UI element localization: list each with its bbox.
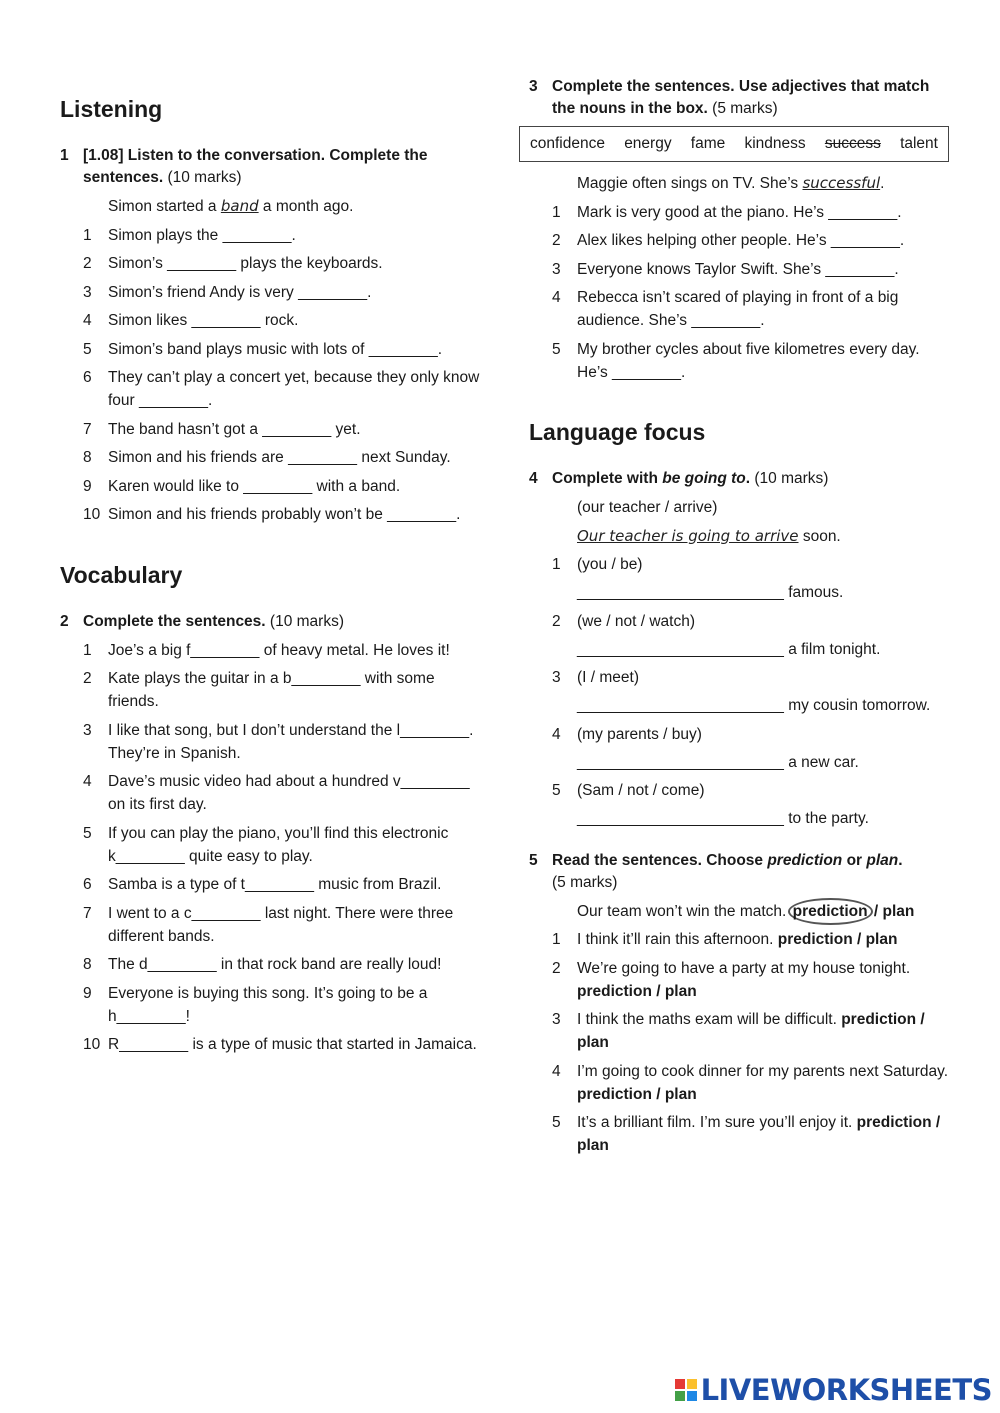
item-number: 1 — [552, 203, 561, 221]
list-item — [529, 723, 949, 774]
q5-instr-post: . — [898, 851, 903, 869]
list-item — [529, 1008, 949, 1054]
box-word: talent — [900, 135, 938, 152]
list-item — [60, 418, 480, 441]
list-item — [60, 309, 480, 332]
list-item — [60, 667, 480, 713]
item-number: 4 — [552, 725, 561, 743]
item-number: 8 — [83, 449, 92, 466]
vocabulary-heading: Vocabulary — [60, 561, 183, 588]
list-item — [529, 666, 949, 717]
prediction-plan-choice: prediction / plan — [577, 1011, 925, 1051]
box-word: confidence — [530, 135, 605, 152]
box-word: energy — [624, 135, 672, 152]
list-item — [60, 822, 480, 868]
item-number: 1 — [552, 931, 561, 948]
q3-example-answer: successful — [802, 174, 881, 192]
item-number: 1 — [83, 226, 92, 244]
prediction-plan-choice: prediction / plan — [577, 1114, 941, 1154]
item-text: Simon and his friends are ________ next Sunday. — [108, 449, 451, 466]
item-text: R________ is a type of music that started in Jamaica. — [108, 1036, 477, 1053]
item-text: It’s a brilliant film. I’m sure you’ll enjoy it. — [577, 1114, 857, 1131]
item-number: 5 — [552, 782, 561, 799]
q1-number: 1 — [60, 147, 69, 164]
item-answer-line: ________________________ a film tonight. — [577, 640, 881, 658]
list-item — [60, 446, 480, 469]
item-answer-line: ________________________ a new car. — [577, 753, 859, 771]
list-item — [529, 1060, 949, 1106]
q2-list — [60, 639, 480, 1057]
list-item — [529, 928, 949, 951]
q5-list — [529, 928, 949, 1157]
list-item — [529, 201, 949, 224]
item-number: 3 — [552, 669, 561, 686]
logo-mark-icon — [675, 1379, 697, 1401]
item-text: Simon and his friends probably won’t be ________. — [108, 506, 461, 523]
q5-example-rest: / plan — [869, 902, 915, 920]
box-word: kindness — [744, 135, 806, 152]
item-number: 4 — [83, 773, 92, 790]
item-text: They can’t play a concert yet, because they only know four ________. — [108, 369, 480, 409]
list-item — [60, 252, 480, 275]
item-number: 9 — [83, 477, 92, 495]
language-focus-heading: Language focus — [529, 419, 706, 445]
item-text: Kate plays the guitar in a b________ with some friends. — [108, 670, 435, 710]
q5-example — [529, 900, 949, 923]
q1-instruction-text: [1.08] Listen to the conversation. Complete the sentences. — [83, 147, 428, 186]
left-column — [60, 96, 480, 1062]
list-item — [60, 902, 480, 948]
item-number: 2 — [552, 232, 561, 249]
box-word: fame — [690, 135, 726, 152]
item-text: Dave’s music video had about a hundred v________ on its first day. — [108, 773, 470, 813]
q4-example-answer: Our teacher is going to arrive — [577, 526, 799, 545]
item-number: 5 — [552, 340, 561, 358]
list-item — [60, 224, 480, 247]
q5-example-text: Our team won’t win the match. — [577, 902, 791, 920]
item-text: The d________ in that rock band are really loud! — [108, 956, 442, 973]
q2-instruction — [60, 611, 480, 633]
item-text: Everyone is buying this song. It’s going to be a h________! — [108, 984, 428, 1025]
item-answer-line: ________________________ my cousin tomorrow. — [577, 697, 931, 714]
list-item — [529, 338, 949, 384]
item-number: 2 — [83, 670, 92, 687]
item-number: 5 — [552, 1114, 561, 1131]
q5-instruction — [529, 850, 949, 894]
item-text: I went to a c________ last night. There were three different bands. — [108, 904, 454, 945]
item-text: The band hasn’t got a ________ yet. — [108, 420, 361, 438]
logo-text: LIVEWORKSHEETS — [700, 1373, 992, 1407]
item-text: Joe’s a big f________ of heavy metal. He loves it! — [108, 641, 450, 659]
q1-example-post: a month ago. — [258, 198, 354, 215]
list-item — [60, 1033, 480, 1056]
list-item — [60, 475, 480, 498]
item-text: Alex likes helping other people. He’s ________. — [577, 232, 905, 249]
q3-number: 3 — [529, 78, 538, 95]
item-number: 2 — [552, 612, 561, 630]
q4-instruction — [529, 468, 949, 490]
q2-instruction-text: Complete the sentences. — [83, 612, 266, 630]
list-item — [529, 286, 949, 332]
listening-heading: Listening — [60, 96, 163, 122]
q1-example — [60, 195, 480, 218]
list-item — [529, 1111, 949, 1157]
liveworksheets-logo — [675, 1373, 992, 1407]
q2-number: 2 — [60, 612, 69, 630]
right-column — [529, 76, 949, 1163]
q1-instruction — [60, 145, 480, 189]
q3-example — [529, 172, 949, 195]
item-number: 5 — [83, 340, 92, 358]
item-text: I’m going to cook dinner for my parents next Saturday. — [577, 1062, 949, 1080]
q5-instr-em1: prediction — [767, 851, 843, 869]
q4-example-prompt: (our teacher / arrive) — [577, 499, 718, 516]
item-number: 4 — [552, 289, 561, 306]
list-item — [529, 610, 949, 661]
list-item — [60, 639, 480, 662]
item-answer-line: ________________________ famous. — [577, 584, 844, 601]
list-item — [60, 366, 480, 412]
item-number: 7 — [83, 904, 92, 922]
item-prompt: (we / not / watch) — [577, 612, 696, 630]
item-prompt: (you / be) — [577, 556, 643, 573]
list-item — [529, 229, 949, 252]
item-text: Simon’s ________ plays the keyboards. — [108, 255, 383, 272]
item-text: Karen would like to ________ with a band. — [108, 477, 401, 495]
list-item — [529, 779, 949, 830]
item-text: Simon’s friend Andy is very ________. — [108, 283, 372, 301]
q5-marks: (5 marks) — [552, 873, 618, 891]
item-text: Simon plays the ________. — [108, 226, 296, 244]
q3-marks: (5 marks) — [712, 100, 778, 117]
q5-instr-mid: or — [842, 851, 867, 869]
q3-example-pre: Maggie often sings on TV. She’s — [577, 175, 803, 192]
q4-instr-post: . — [745, 470, 751, 487]
q1-list — [60, 224, 480, 527]
list-item — [60, 982, 480, 1028]
item-text: We’re going to have a party at my house tonight. — [577, 959, 911, 977]
list-item — [529, 258, 949, 281]
q4-instr-pre: Complete with — [552, 470, 663, 487]
q2-marks: (10 marks) — [269, 612, 344, 630]
list-item — [529, 553, 949, 604]
q5-instr-em2: plan — [866, 851, 899, 869]
item-number: 7 — [83, 420, 92, 438]
item-number: 1 — [83, 641, 92, 659]
item-text: Simon’s band plays music with lots of ________. — [108, 340, 443, 358]
q3-example-post: . — [880, 175, 885, 192]
item-number: 3 — [552, 260, 561, 278]
item-number: 4 — [552, 1062, 561, 1080]
list-item — [60, 338, 480, 361]
item-prompt: (Sam / not / come) — [577, 782, 705, 799]
item-number: 5 — [83, 824, 92, 842]
box-word-crossed: success — [824, 135, 881, 152]
q4-number: 4 — [529, 470, 538, 487]
q1-marks: (10 marks) — [167, 169, 242, 186]
item-prompt: (my parents / buy) — [577, 725, 702, 743]
item-number: 6 — [83, 369, 92, 386]
q4-marks: (10 marks) — [754, 470, 829, 487]
list-item — [60, 873, 480, 896]
item-number: 3 — [83, 283, 92, 301]
item-text: If you can play the piano, you’ll find this electronic k________ quite easy to play. — [108, 824, 449, 865]
item-text: Mark is very good at the piano. He’s ________. — [577, 203, 902, 221]
item-answer-line: ________________________ to the party. — [577, 810, 869, 827]
item-number: 4 — [83, 312, 92, 329]
q3-instruction — [529, 76, 949, 120]
item-prompt: (I / meet) — [577, 669, 640, 686]
item-number: 2 — [83, 255, 92, 272]
prediction-plan-choice: prediction / plan — [777, 931, 898, 948]
list-item — [60, 719, 480, 765]
q4-example-post: soon. — [798, 527, 841, 545]
item-text: I like that song, but I don’t understand the l________. They’re in Spanish. — [108, 721, 474, 762]
item-number: 3 — [83, 721, 92, 739]
prediction-plan-choice: prediction / plan — [577, 1085, 697, 1103]
item-number: 8 — [83, 956, 92, 973]
q5-number: 5 — [529, 851, 538, 869]
item-number: 6 — [83, 876, 92, 893]
list-item — [60, 770, 480, 816]
item-number: 1 — [552, 556, 561, 573]
item-number: 10 — [83, 1036, 101, 1053]
item-number: 3 — [552, 1011, 561, 1028]
q3-instruction-text: Complete the sentences. Use adjectives that match the nouns in the box. — [552, 78, 930, 117]
item-text: Rebecca isn’t scared of playing in front of a big audience. She’s ________. — [577, 289, 899, 329]
item-number: 9 — [83, 984, 92, 1002]
q5-instr-pre: Read the sentences. Choose — [552, 851, 768, 869]
q1-example-pre: Simon started a — [108, 198, 221, 215]
item-text: My brother cycles about five kilometres every day. He’s ________. — [577, 340, 920, 381]
list-item — [60, 281, 480, 304]
q3-list — [529, 201, 949, 384]
item-text: I think it’ll rain this afternoon. — [577, 931, 778, 948]
item-text: Simon likes ________ rock. — [108, 312, 299, 329]
item-number: 10 — [83, 506, 101, 523]
item-number: 2 — [552, 959, 561, 977]
prediction-plan-choice: prediction / plan — [577, 982, 697, 1000]
q1-example-answer: band — [220, 197, 259, 215]
q4-example — [529, 525, 949, 548]
q5-example-circled: prediction — [788, 898, 873, 925]
item-text: I think the maths exam will be difficult. — [577, 1011, 842, 1028]
q4-instr-em: be going to — [662, 470, 746, 487]
item-text: Samba is a type of t________ music from Brazil. — [108, 876, 442, 893]
q3-word-box — [519, 126, 949, 162]
item-text: Everyone knows Taylor Swift. She’s ________. — [577, 260, 899, 278]
list-item — [529, 957, 949, 1003]
list-item — [60, 503, 480, 526]
list-item — [60, 953, 480, 976]
q4-list — [529, 553, 949, 830]
